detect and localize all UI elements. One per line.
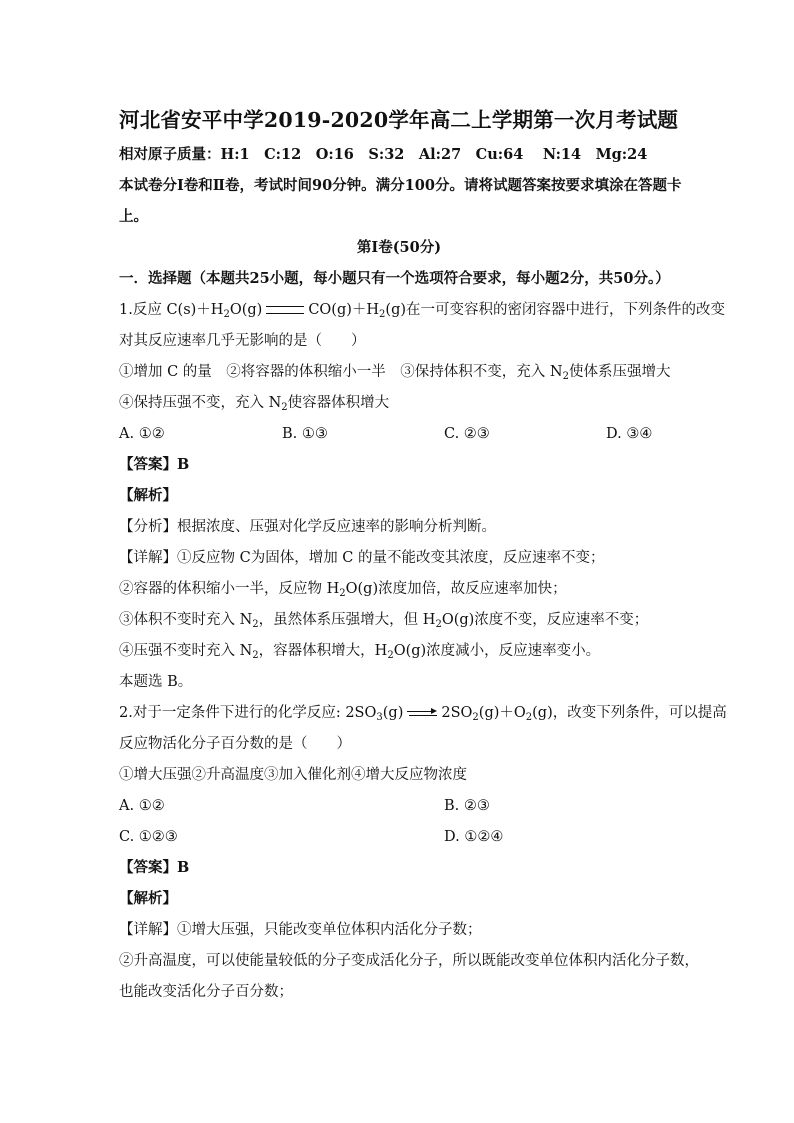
q1-option-d: D. ③④ <box>606 426 653 442</box>
q1-stem-line-2: 对其反应速率几乎无影响的是（ ） <box>119 333 366 349</box>
q2-stem-line-2: 反应物活化分子百分数的是（ ） <box>119 736 351 752</box>
q1-condition-text: 使容器体积增大 <box>287 395 390 411</box>
instructions-line-2: 上。 <box>119 208 148 225</box>
subscript: 2 <box>281 402 288 413</box>
atomic-mass-line: 相对原子质量：H:1 C:12 O:16 S:32 Al:27 Cu:64 N:14 Mg:24 <box>119 146 648 163</box>
q1-stem-text: 1.反应 C(s)＋H <box>119 302 224 318</box>
subscript: 2 <box>223 309 230 320</box>
q1-condition-text: ①增加 C 的量 ②将容器的体积缩小一半 ③保持体积不变，充入 N <box>119 364 563 380</box>
subscript: 2 <box>387 650 394 661</box>
q2-stem-text: (g) <box>382 705 404 721</box>
q2-answer: 【答案】B <box>119 859 190 876</box>
q1-detail-text: ③体积不变时充入 N <box>119 612 253 628</box>
q2-conditions: ①增大压强②升高温度③加入催化剂④增大反应物浓度 <box>119 767 467 783</box>
q2-detail-1: 【详解】①增大压强，只能改变单位体积内活化分子数； <box>119 922 482 938</box>
q2-analysis-label: 【解析】 <box>119 890 177 907</box>
q1-analysis-label: 【解析】 <box>119 487 177 504</box>
q2-detail-3: 也能改变活化分子百分数； <box>119 984 293 1000</box>
q2-stem-text: 2.对于一定条件下进行的化学反应: 2SO <box>119 705 377 721</box>
q1-condition-text: ④保持压强不变，充入 N <box>119 395 282 411</box>
reversible-arrow-icon <box>407 709 437 717</box>
q1-fenxi: 【分析】根据浓度、压强对化学反应速率的影响分析判断。 <box>119 519 496 535</box>
part-heading: 一．选择题（本题共25小题，每小题只有一个选项符合要求，每小题2分，共50分。） <box>119 270 670 287</box>
subscript: 2 <box>339 588 346 599</box>
q1-answer: 【答案】B <box>119 456 190 473</box>
subscript: 2 <box>472 712 479 723</box>
q1-detail-text: ，容器体积增大，H <box>258 643 388 659</box>
subscript: 3 <box>376 712 383 723</box>
subscript: 2 <box>525 712 533 723</box>
q2-stem-text: (g)＋O <box>478 705 526 721</box>
q1-stem-text: O(g) <box>229 302 263 318</box>
q2-stem-text: 2SO <box>441 705 473 721</box>
q1-detail-text: O(g)浓度减小，反应速率变小。 <box>393 643 601 659</box>
q2-option-a: A. ①② <box>119 798 165 814</box>
q1-conditions-line-2 <box>119 393 389 413</box>
q1-conclusion: 本题选 B。 <box>119 674 193 690</box>
q1-stem-text: (g)在一可变容积的密闭容器中进行，下列条件的改变 <box>385 302 726 318</box>
q2-option-c: C. ①②③ <box>119 829 178 845</box>
section-title: 第Ⅰ卷(50分) <box>356 239 442 256</box>
q2-option-d: D. ①②④ <box>444 829 504 845</box>
q1-stem-line-1 <box>119 300 725 320</box>
subscript: 2 <box>562 371 569 382</box>
subscript: 2 <box>252 650 259 661</box>
q1-detail-3 <box>119 610 648 630</box>
instructions-line-1: 本试卷分Ⅰ卷和Ⅱ卷，考试时间90分钟。满分100分。请将试题答案按要求填涂在答题卡 <box>119 177 682 194</box>
q1-option-c: C. ②③ <box>444 426 490 442</box>
subscript: 2 <box>435 619 442 630</box>
q2-stem-text: (g)，改变下列条件，可以提高 <box>532 705 727 721</box>
q1-detail-2 <box>119 579 567 599</box>
q1-condition-text: 使体系压强增大 <box>568 364 671 380</box>
q1-detail-1: 【详解】①反应物 C为固体，增加 C 的量不能改变其浓度，反应速率不变； <box>119 550 605 566</box>
subscript: 2 <box>379 309 386 320</box>
q1-detail-text: ②容器的体积缩小一半，反应物 H <box>119 581 340 597</box>
q1-option-b: B. ①③ <box>282 426 328 442</box>
q1-conditions-line-1 <box>119 362 670 382</box>
q1-stem-text: CO(g)＋H <box>308 302 380 318</box>
q2-option-b: B. ②③ <box>444 798 490 814</box>
q2-detail-2: ②升高温度，可以使能量较低的分子变成活化分子，所以既能改变单位体积内活化分子数， <box>119 953 699 969</box>
q1-detail-text: O(g)浓度不变，反应速率不变； <box>441 612 649 628</box>
q1-detail-4 <box>119 641 600 661</box>
subscript: 2 <box>252 619 259 630</box>
q1-option-a: A. ①② <box>119 426 165 442</box>
q2-stem-line-1 <box>119 703 727 723</box>
q1-detail-text: ④压强不变时充入 N <box>119 643 253 659</box>
equilibrium-equals-sign <box>266 306 304 314</box>
page-title: 河北省安平中学2019-2020学年高二上学期第一次月考试题 <box>119 108 679 132</box>
q1-detail-text: O(g)浓度加倍，故反应速率加快； <box>345 581 567 597</box>
q1-detail-text: ，虽然体系压强增大，但 H <box>258 612 436 628</box>
